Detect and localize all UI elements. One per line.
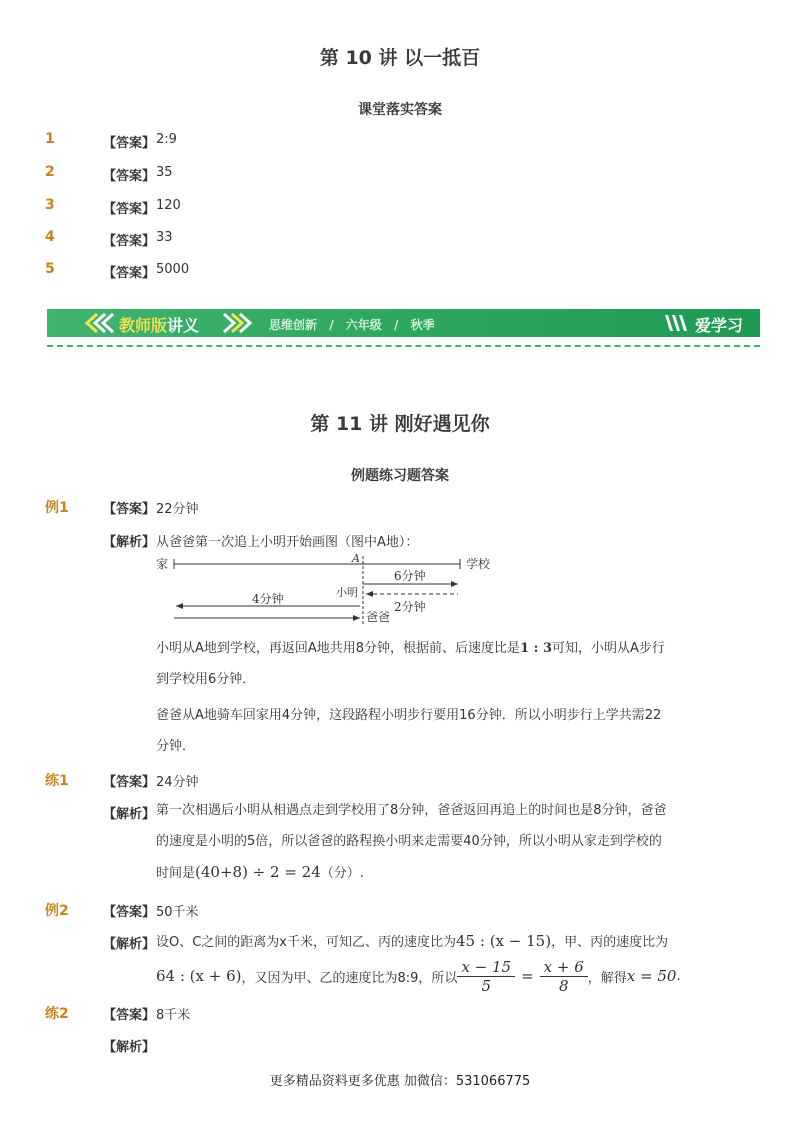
diagram-label-6min: 6分钟 — [394, 569, 426, 583]
analysis-intro: 从爸爸第一次追上小明开始画图（图中A地）： — [156, 535, 419, 550]
lecture-10-subtitle: 课堂落实答案 — [358, 102, 442, 118]
example-2-number: 例2 — [45, 903, 69, 919]
diagram-label-2min: 2分钟 — [394, 600, 426, 614]
answer-value: 50千米 — [156, 905, 199, 920]
answer-number: 3 — [45, 197, 55, 213]
answer-label: 【答案】 — [103, 1008, 156, 1023]
answer-value: 2:9 — [156, 132, 177, 147]
breadcrumb-separator: / — [329, 318, 334, 332]
double-chevron-right-icon — [220, 312, 260, 334]
answer-number: 4 — [45, 229, 55, 245]
answer-label: 【答案】 — [103, 775, 156, 790]
answer-label: 【答案】 — [103, 202, 156, 217]
answer-number: 2 — [45, 164, 55, 180]
answer-label: 【答案】 — [103, 136, 156, 151]
breadcrumb-item: 思维创新 — [269, 318, 318, 332]
answer-value: 22分钟 — [156, 502, 199, 517]
practice-1-number: 练1 — [45, 773, 69, 789]
footer-promo: 更多精品资料更多优惠 加微信：531066775 — [269, 1074, 531, 1089]
banner-divider — [47, 345, 760, 347]
banner-title-notes: 讲义 — [167, 316, 200, 335]
answer-label: 【答案】 — [103, 266, 156, 281]
answer-number: 5 — [45, 261, 55, 277]
analysis-label: 【解析】 — [103, 535, 156, 550]
example-1-number: 例1 — [45, 500, 69, 516]
diagram-school-label: 学校 — [466, 557, 491, 571]
diagram-home-label: 家 — [156, 557, 169, 571]
answer-label: 【答案】 — [103, 502, 156, 517]
banner-title-teacher: 教师版 — [119, 316, 168, 335]
answer-value: 8千米 — [156, 1008, 191, 1023]
aixuexi-logo-icon — [663, 313, 691, 333]
practice-1-analysis: 第一次相遇后小明从相遇点走到学校用了8分钟，爸爸返回再追上的时间也是8分钟，爸爸 的速度是小明的5倍，所以爸爸的路程换小明来走需要40分钟，所以小明从家走到学校的 时间是(40+8) ÷ 2 = 24（分）. — [156, 803, 667, 881]
answer-value: 120 — [156, 198, 181, 213]
answer-value: 33 — [156, 230, 173, 245]
analysis-label: 【解析】 — [103, 807, 156, 822]
answer-value: 5000 — [156, 262, 190, 277]
analysis-label: 【解析】 — [103, 1040, 156, 1055]
diagram-xiaoming-label: 小明 — [336, 586, 358, 599]
diagram-dad-label: 爸爸 — [366, 610, 391, 624]
answer-value: 24分钟 — [156, 775, 199, 790]
breadcrumb-item: 六年级 — [345, 318, 382, 332]
answer-label: 【答案】 — [103, 905, 156, 920]
breadcrumb-item: 秋季 — [410, 318, 435, 332]
lecture-10-title: 第 10 讲 以一抵百 — [319, 47, 481, 69]
walking-diagram — [150, 550, 510, 628]
banner-breadcrumb — [269, 316, 435, 333]
answer-number: 1 — [45, 131, 55, 147]
answer-value: 35 — [156, 165, 173, 180]
example-2-analysis-line-1: 设O、C之间的距离为x千米，可知乙、丙的速度比为45 : (x − 15)，甲、丙的速度比为 — [156, 932, 669, 950]
example-1-analysis-paragraph-2: 爸爸从A地骑车回家用4分钟，这段路程小明步行要用16分钟．所以小明步行上学共需22 分钟． — [156, 708, 662, 754]
breadcrumb-separator: / — [393, 318, 399, 332]
analysis-label: 【解析】 — [103, 937, 156, 952]
practice-2-number: 练2 — [45, 1006, 69, 1022]
lecture-11-subtitle: 例题练习题答案 — [351, 468, 449, 484]
lecture-11-title: 第 11 讲 刚好遇见你 — [310, 413, 490, 435]
diagram-label-4min: 4分钟 — [252, 592, 284, 606]
answer-label: 【答案】 — [103, 234, 156, 249]
fraction-right: $\frac{x + 6}{8}$ — [540, 958, 588, 995]
teacher-edition-banner — [47, 309, 760, 337]
fraction-left: $\frac{x - 15}{5}$ — [457, 958, 515, 995]
answer-label: 【答案】 — [103, 169, 156, 184]
diagram-point-a: A — [352, 552, 360, 565]
aixuexi-logo-text: 爱学习 — [695, 316, 744, 335]
example-1-analysis-paragraph-1: 小明从A地到学校，再返回A地共用8分钟，根据前、后速度比是1 : 3可知，小明从A步行 到学校用6分钟． — [156, 641, 665, 687]
example-2-analysis-line-2: 64 : (x + 6) ，又因为甲、乙的速度比为8:9，所以 $\frac{x - 15}{5}$ = $\frac{x + 6}{8}$ ，解得 x = 50 . — [156, 957, 681, 995]
